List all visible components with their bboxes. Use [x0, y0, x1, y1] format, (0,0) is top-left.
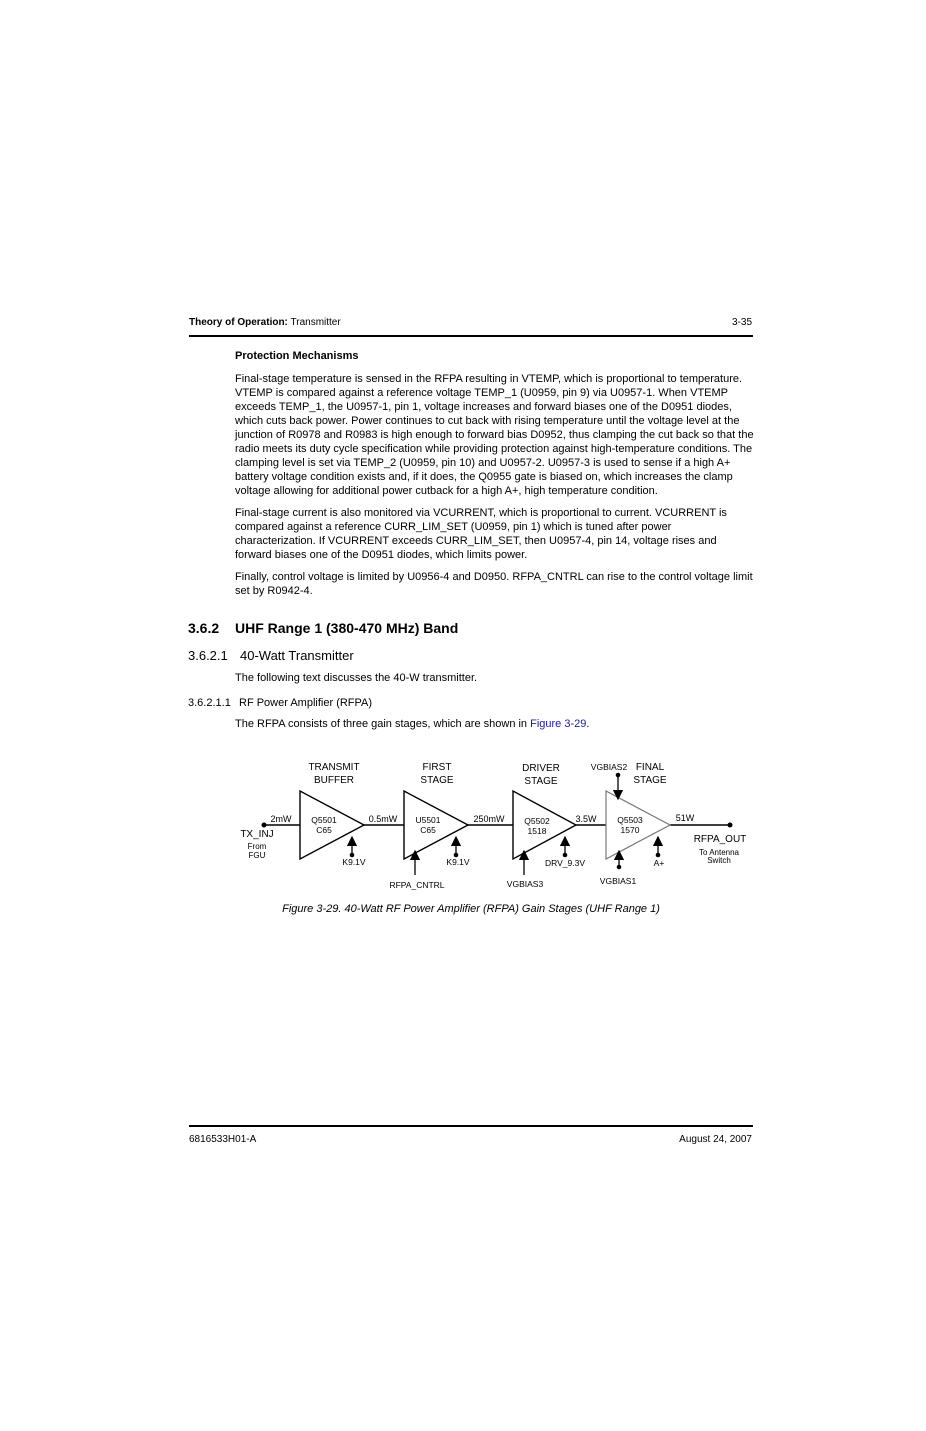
- power-1-label: 0.5mW: [368, 814, 398, 824]
- to-antenna-label: To Antenna: [698, 848, 740, 857]
- footer-date: August 24, 2007: [679, 1134, 752, 1145]
- from-label: From: [247, 842, 267, 851]
- section-heading-3-6-2: [188, 620, 458, 636]
- protection-section: [235, 349, 755, 606]
- drv-node: [563, 853, 568, 858]
- section-title: UHF Range 1 (380-470 MHz) Band: [235, 620, 459, 636]
- rfpa-cntrl-label: RFPA_CNTRL: [389, 880, 445, 890]
- k91-a-label: K9.1V: [342, 857, 366, 867]
- first-stage-title: FIRST: [422, 762, 452, 773]
- power-2-label: 250mW: [473, 814, 505, 824]
- section-number: 3.6.2.1: [188, 648, 228, 663]
- footer-doc-number: 6816533H01-A: [189, 1134, 257, 1145]
- section-heading-3-6-2-1: [188, 648, 354, 663]
- tx-inj-label: TX_INJ: [240, 829, 274, 840]
- driver-stage-title-2: STAGE: [524, 776, 558, 787]
- vgbias2-node: [616, 773, 621, 778]
- figure-caption: Figure 3-29. 40-Watt RF Power Amplifier (RFPA) Gain Stages (UHF Range 1): [282, 903, 660, 915]
- transmit-buffer-title-2: BUFFER: [314, 775, 354, 786]
- text-after-xref: .: [586, 718, 590, 730]
- page-header: [189, 317, 752, 333]
- figure-3-29-link[interactable]: Figure 3-29: [530, 718, 587, 730]
- amp2-ref: U5501: [415, 815, 441, 825]
- power-3-label: 3.5W: [575, 814, 597, 824]
- final-stage-title-2: STAGE: [633, 775, 667, 786]
- section-number: 3.6.2.1.1: [188, 697, 231, 709]
- amp4-ref: Q5503: [617, 815, 643, 825]
- protection-paragraph-1: Final-stage temperature is sensed in the RFPA resulting in VTEMP, which is proportional to temperature. VTEMP is compared against a reference voltage TEMP_1 (U0959, pin 9) via U0957-1. When VTEMP exceeds TEMP_1, the U0957-1, pin 1, voltage increases and forward biases one of the D0951 diodes, which cuts back power. Power continues to cut back with rising temperature until the voltage level at the junction of R0978 and R0983 is high enough to forward bias D0952, thus clamping the cut back so that the radio meets its duty cycle specification while providing protection against high-temperature conditions. The clamping level is set via TEMP_2 (U0959, pin 10) and U0957-2. U0957-3 is used to sense if a high A+ battery voltage condition exists and, if it does, the Q0955 gate is biased on, which increases the clamp voltage allowing for additional power cutback for a high A+, high temperature condition.: [235, 373, 754, 497]
- section-number: 3.6.2: [188, 620, 220, 636]
- amp4-val: 1570: [620, 825, 640, 835]
- amplifier-first-stage: [404, 791, 468, 859]
- section-3-6-2-1-text: The following text discusses the 40-W transmitter.: [235, 672, 478, 684]
- section-title: 40-Watt Transmitter: [240, 648, 354, 663]
- power-in-label: 2mW: [270, 814, 292, 824]
- tx-inj-node: [262, 823, 267, 828]
- vgbias1-label: VGBIAS1: [599, 876, 637, 886]
- header-section-rest: Transmitter: [287, 317, 341, 328]
- header-section: [189, 317, 341, 328]
- rfpa-out-node: [728, 823, 733, 828]
- amp2-val: C65: [420, 825, 436, 835]
- rfpa-gain-stage-diagram: [230, 755, 750, 895]
- amp3-ref: Q5502: [524, 816, 550, 826]
- amp1-ref: Q5501: [311, 815, 337, 825]
- first-stage-title-2: STAGE: [420, 775, 454, 786]
- aplus-label: A+: [653, 858, 665, 868]
- amp3-val: 1518: [527, 826, 547, 836]
- k91-b-label: K9.1V: [446, 857, 470, 867]
- power-out-label: 51W: [675, 813, 695, 823]
- fgu-label: FGU: [248, 851, 266, 860]
- amp1-val: C65: [316, 825, 332, 835]
- header-rule: [189, 335, 753, 337]
- rfpa-out-label: RFPA_OUT: [693, 834, 747, 845]
- text-before-xref: The RFPA consists of three gain stages, which are shown in: [235, 718, 531, 730]
- transmit-buffer-title: TRANSMIT: [308, 762, 360, 773]
- header-section-bold: Theory of Operation:: [189, 317, 288, 328]
- aplus-node: [656, 853, 661, 858]
- switch-label: Switch: [707, 856, 731, 865]
- section-3-6-2-1-1-text: [235, 718, 589, 730]
- section-heading-3-6-2-1-1: [188, 697, 372, 709]
- header-page-number: 3-35: [731, 317, 752, 328]
- vgbias1-node: [617, 865, 622, 870]
- final-stage-title: FINAL: [635, 762, 665, 773]
- footer-rule: [189, 1125, 753, 1127]
- driver-stage-title: DRIVER: [522, 763, 560, 774]
- protection-title: Protection Mechanisms: [235, 350, 359, 362]
- vgbias2-label: VGBIAS2: [590, 762, 628, 772]
- amplifier-transmit-buffer: [300, 791, 364, 859]
- drv-label: DRV_9.3V: [544, 858, 586, 868]
- protection-paragraph-3: Finally, control voltage is limited by U0956-4 and D0950. RFPA_CNTRL can rise to the control voltage limit set by R0942-4.: [235, 571, 753, 597]
- section-title: RF Power Amplifier (RFPA): [239, 697, 373, 709]
- vgbias3-label: VGBIAS3: [506, 879, 544, 889]
- protection-paragraph-2: Final-stage current is also monitored via VCURRENT, which is proportional to current. VCURRENT is compared against a reference CURR_LIM_SET (U0959, pin 1) which is tuned after power characterization. If VCURRENT exceeds CURR_LIM_SET, then U0957-4, pin 14, voltage rises and forward biases one of the D0951 diodes, which limits power.: [235, 507, 727, 561]
